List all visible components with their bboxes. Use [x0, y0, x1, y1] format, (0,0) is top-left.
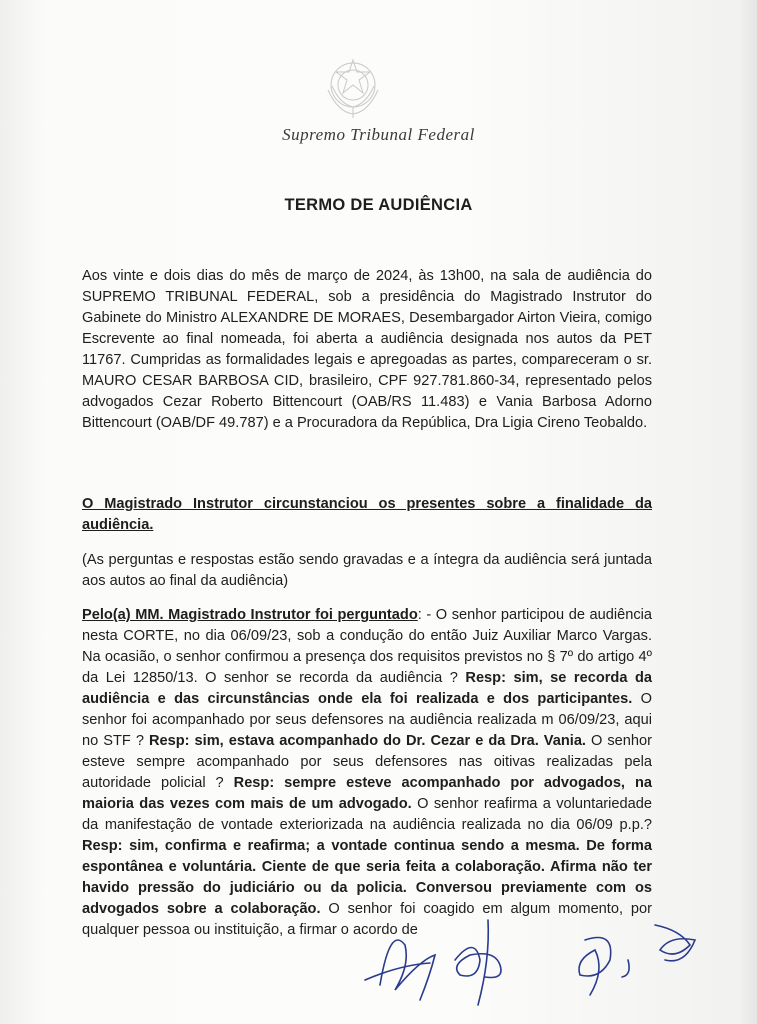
signature-4	[655, 925, 695, 961]
opening-paragraph: Aos vinte e dois dias do mês de março de 2024, às 13h00, na sala de audiência do SUPREMO TRIBUNAL FEDERAL, sob a presidência do Magistrado Instrutor do Gabinete do Ministro ALEXANDRE DE MORAES, Desembargador Airton Vieira, comigo Escrevente ao final nomeada, foi aberta a audiência designada nos autos da PET 11767. Cumpridas as formalidades legais e apregoadas as partes, compareceram o sr. MAURO CESAR BARBOSA CID, brasileiro, CPF 927.781.860-34, representado pelos advogados Cezar Roberto Bittencourt (OAB/RS 11.483) e Vania Barbosa Adorno Bittencourt (OAB/DF 49.787) e a Procuradora da República, Dra Ligia Cireno Teobaldo.	[82, 268, 652, 431]
answer-1: Resp: sim, se recorda da audiência e das circunstâncias onde ela foi realizada e dos participantes.	[82, 670, 652, 707]
answer-3: Resp: sempre esteve acompanhado por advogados, na maioria das vezes com mais de um advogado.	[82, 775, 653, 812]
question-2: O senhor foi acompanhado por seus defensores na audiência realizada m 06/09/23, aqui no STF ?	[82, 691, 652, 749]
qa-intro-label: Pelo(a) MM. Magistrado Instrutor foi perguntado	[82, 607, 418, 623]
page-edge-shadow	[739, 0, 757, 1024]
court-name: Supremo Tribunal Federal	[282, 125, 475, 144]
signature-3	[579, 938, 611, 996]
question-4: O senhor reafirma a voluntariedade da manifestação de vontade exteriorizada na audiência realizada no dia 06/09 p.p.?	[82, 796, 652, 833]
coat-of-arms-icon	[318, 52, 388, 122]
signature-1	[380, 940, 435, 1000]
magistrate-statement: O Magistrado Instrutor circunstanciou os presentes sobre a finalidade da audiência.	[82, 496, 652, 533]
answer-4: Resp: sim, confirma e reafirma; a vontade continua sendo a mesma. De forma espontânea e voluntária. Ciente de que seria feita a colaboração. Afirma não ter havido pressão do judiciário ou da policia. Conversou previamente com os advogados sobre a colaboração.	[82, 838, 652, 917]
signature-2	[455, 948, 501, 978]
question-1: : - O senhor participou de audiência nesta CORTE, no dia 06/09/23, sob a condução do então Juiz Auxiliar Marco Vargas. Na ocasião, o senhor confirmou a presença dos requisitos previstos no § 7º do artigo 4º da Lei 12850/13. O senhor se recorda da audiência ?	[82, 607, 652, 686]
signatures-area	[360, 905, 720, 1015]
document-title: TERMO DE AUDIÊNCIA	[284, 196, 473, 214]
question-5: O senhor foi coagido em algum momento, por qualquer pessoa ou instituição, a firmar o acordo de	[82, 901, 652, 938]
recording-note: (As perguntas e respostas estão sendo gravadas e a íntegra da audiência será juntada aos autos ao final da audiência)	[82, 552, 652, 589]
answer-2: Resp: sim, estava acompanhado do Dr. Cezar e da Dra. Vania.	[148, 733, 586, 749]
questions-paragraph	[82, 605, 652, 941]
question-3: O senhor esteve sempre acompanhado por seus defensores nas oitivas realizadas pela autoridade policial ?	[82, 733, 653, 791]
